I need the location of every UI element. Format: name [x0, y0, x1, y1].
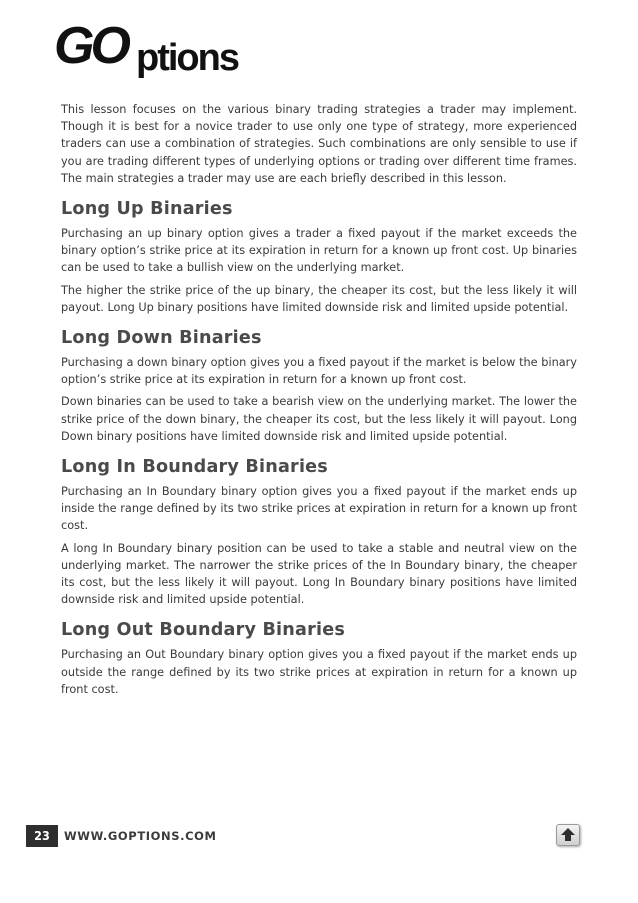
back-to-top-button[interactable] — [556, 824, 580, 846]
long-out-boundary-paragraph-1: Purchasing an Out Boundary binary option gives you a fixed payout if the market ends up outside the range defined by its two strike prices at expiration in return for a known up front cost. — [61, 648, 577, 696]
long-up-paragraph-2: The higher the strike price of the up binary, the cheaper its cost, but the less likely it will payout. Long Up binary positions have limited downside risk and limited upside potential. — [61, 283, 577, 314]
long-in-boundary-paragraph-2: A long In Boundary binary position can be used to take a stable and neutral view on the underlying market. The narrower the strike prices of the In Boundary binary, the cheaper its cost, but the less likely it will payout. Long In Boundary binary positions have limited downside risk and limited upside potential. — [61, 541, 577, 607]
website-link[interactable]: WWW.GOPTIONS.COM — [64, 829, 217, 843]
logo-options: ptions — [136, 37, 238, 79]
long-down-paragraph-2: Down binaries can be used to take a bearish view on the underlying market. The lower the strike price of the down binary, the cheaper its cost, but the less likely it will payout. Long Down binary positions have limited downside risk and limited upside potential. — [61, 395, 577, 443]
intro-paragraph: This lesson focuses on the various binary trading strategies a trader may implement. Though it is best for a novice trader to use only one type of strategy, more experienced traders can use a combination of strategies. Such combinations are only sensible to use if you are trading different types of underlying options or trading over different time frames. The main strategies a trader may use are each briefly described in this lesson. — [61, 103, 577, 185]
heading-long-in-boundary: Long In Boundary Binaries — [61, 457, 328, 478]
goptions-logo — [54, 17, 274, 79]
heading-long-up: Long Up Binaries — [61, 199, 233, 220]
heading-long-down: Long Down Binaries — [61, 328, 262, 349]
long-up-paragraph-1: Purchasing an up binary option gives a trader a fixed payout if the market exceeds the binary option’s strike price at its expiration in return for a known up front cost. Up binaries can be used to take a bullish view on the underlying market. — [61, 227, 577, 275]
long-down-paragraph-1: Purchasing a down binary option gives you a fixed payout if the market is below the binary option’s strike price at its expiration in return for a known up front cost. — [61, 356, 577, 387]
lesson-content — [61, 101, 577, 703]
long-in-boundary-paragraph-1: Purchasing an In Boundary binary option gives you a fixed payout if the market ends up inside the range defined by its two strike prices at expiration in return for a known up front cost. — [61, 485, 577, 533]
logo-go: GO — [54, 17, 127, 75]
page-footer — [26, 824, 586, 850]
arrow-up-icon — [561, 828, 575, 841]
heading-long-out-boundary: Long Out Boundary Binaries — [61, 620, 345, 641]
page-number: 23 — [26, 825, 58, 847]
